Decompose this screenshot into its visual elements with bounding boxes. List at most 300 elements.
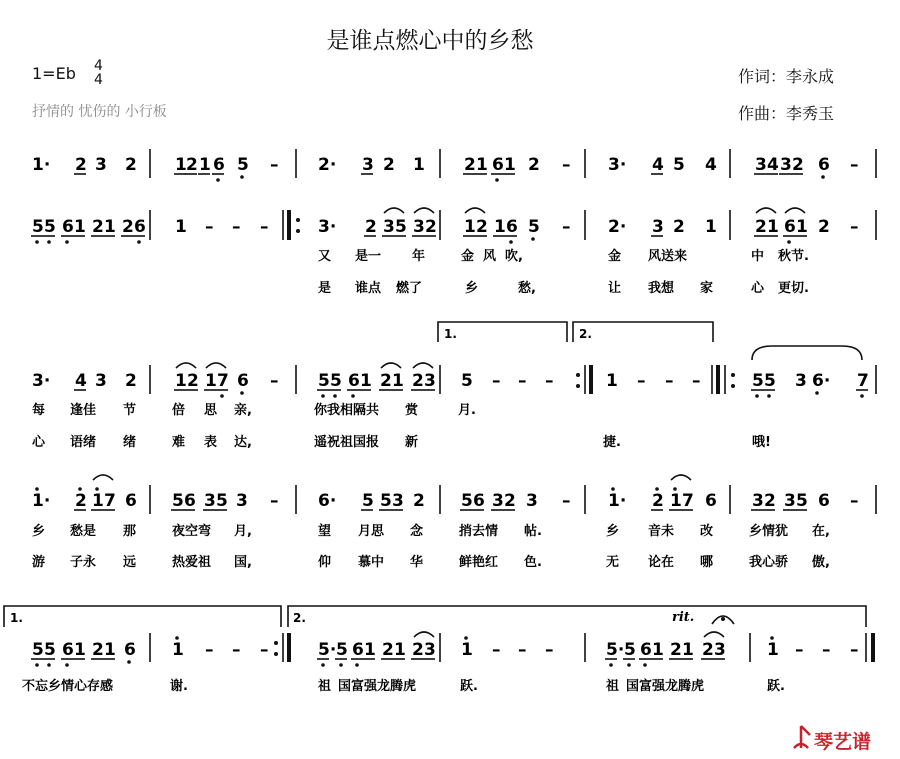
- note: 3: [652, 217, 664, 237]
- note: –: [518, 640, 527, 660]
- lyric-word: 我想: [648, 281, 675, 296]
- lyric-word: 不忘乡情心存感: [22, 679, 114, 694]
- lyric-word: 念: [410, 524, 424, 539]
- tie: [206, 363, 226, 368]
- lyric-word: 捷.: [603, 435, 621, 450]
- note: –: [562, 491, 571, 511]
- lyric-word: 语绪: [70, 435, 97, 450]
- volta-1-label: 1.: [444, 327, 457, 341]
- high-octave-dot: [95, 487, 99, 491]
- note: 6: [705, 491, 717, 511]
- lyric-word: 家: [700, 281, 714, 296]
- low-octave-dot: [351, 394, 355, 398]
- key-signature: 1=Eb: [32, 64, 76, 83]
- low-octave-dot: [627, 663, 631, 667]
- lyric-word: 仰: [318, 555, 332, 570]
- note: –: [850, 640, 859, 660]
- note: 6·: [318, 491, 337, 511]
- note: 2: [464, 155, 476, 175]
- note: 2: [792, 155, 804, 175]
- note: 2: [412, 371, 424, 391]
- high-octave-dot: [464, 636, 468, 640]
- lyric-word: 谢.: [170, 679, 188, 694]
- note: 5: [237, 155, 249, 175]
- note: 2: [818, 217, 830, 237]
- note: 5: [752, 371, 764, 391]
- note: 1: [360, 371, 372, 391]
- note: 1: [767, 217, 779, 237]
- note: 1: [705, 217, 717, 237]
- lyric-word: 思: [204, 403, 218, 418]
- lyric-word: 哪: [700, 555, 714, 570]
- low-octave-dot: [815, 391, 819, 395]
- volta-2-bracket: [573, 322, 713, 342]
- note: –: [562, 217, 571, 237]
- lyric-word: 让: [608, 281, 622, 296]
- note: 2: [365, 217, 377, 237]
- note: 1: [205, 371, 217, 391]
- low-octave-dot: [220, 394, 224, 398]
- time-signature-bottom: 4: [94, 72, 103, 88]
- note: 6: [492, 155, 504, 175]
- lyric-word: 乡: [465, 281, 479, 296]
- note: –: [692, 371, 701, 391]
- note: 1: [74, 640, 86, 660]
- note: 6·: [812, 371, 831, 391]
- low-octave-dot: [755, 394, 759, 398]
- repeat-dot: [274, 641, 278, 645]
- lyric-word: 赏: [405, 403, 419, 418]
- lyric-word: 难: [172, 435, 186, 450]
- lyric-word: 音未: [648, 524, 675, 539]
- note: 3: [413, 217, 425, 237]
- note: 2: [652, 491, 664, 511]
- note: 2: [75, 155, 87, 175]
- note: 6: [818, 155, 830, 175]
- high-octave-dot: [611, 487, 615, 491]
- note: –: [562, 155, 571, 175]
- note: 1: [670, 491, 682, 511]
- note: 5: [528, 217, 540, 237]
- note: 3: [752, 491, 764, 511]
- note: 3: [755, 155, 767, 175]
- lyric-word: 游: [32, 555, 46, 570]
- note: 3·: [318, 217, 337, 237]
- volta-1-label: 1.: [10, 611, 23, 625]
- note: –: [665, 371, 674, 391]
- note: 1: [796, 217, 808, 237]
- note: 5: [32, 640, 44, 660]
- music-note-icon: [794, 726, 810, 748]
- ritardando-mark: rit.: [672, 610, 695, 625]
- note: 6: [784, 217, 796, 237]
- low-octave-dot: [47, 663, 51, 667]
- lyric-word: 无: [606, 555, 620, 570]
- note: 1: [92, 491, 104, 511]
- note: –: [270, 371, 279, 391]
- note: 2: [755, 217, 767, 237]
- lyric-word: 是: [318, 281, 332, 296]
- tie: [414, 208, 434, 213]
- note: 3: [424, 371, 436, 391]
- low-octave-dot: [787, 240, 791, 244]
- note: –: [822, 640, 831, 660]
- lyric-word: 乡情犹: [749, 524, 789, 539]
- note: 3: [780, 155, 792, 175]
- lyric-word: 乡: [32, 524, 46, 539]
- low-octave-dot: [240, 175, 244, 179]
- lyricist-credit: 作词：李永成: [738, 67, 835, 86]
- note: 1: [104, 640, 116, 660]
- note: 2: [412, 640, 424, 660]
- high-octave-dot: [175, 636, 179, 640]
- note: 5: [362, 491, 374, 511]
- composer-credit: 作曲：李秀玉: [738, 104, 835, 123]
- tie: [414, 632, 434, 637]
- low-octave-dot: [127, 660, 131, 664]
- lyric-word: 华: [410, 555, 424, 570]
- lyric-word: 论在: [648, 555, 675, 570]
- lyric-word: 又: [318, 249, 332, 264]
- lyric-word: 愁,: [518, 281, 536, 296]
- volta-1-bracket: [4, 606, 281, 627]
- repeat-dot: [296, 218, 300, 222]
- note: 3: [784, 491, 796, 511]
- repeat-dot: [274, 652, 278, 656]
- tie: [465, 208, 485, 213]
- note: 3: [383, 217, 395, 237]
- lyric-word: 那: [123, 524, 137, 539]
- note: 2: [380, 371, 392, 391]
- note: –: [205, 640, 214, 660]
- note: 5: [172, 491, 184, 511]
- note: 6: [184, 491, 196, 511]
- low-octave-dot: [240, 391, 244, 395]
- repeat-dot: [576, 384, 580, 388]
- note: –: [637, 371, 646, 391]
- lyric-word: 傲,: [812, 555, 830, 570]
- note: 5: [461, 371, 473, 391]
- lyric-word: 年: [412, 249, 426, 264]
- note: 6: [640, 640, 652, 660]
- lyric-word: 吹,: [505, 249, 523, 264]
- low-octave-dot: [495, 178, 499, 182]
- tie: [704, 632, 724, 637]
- low-octave-dot: [355, 663, 359, 667]
- lyric-word: 谁点: [355, 281, 382, 296]
- lyric-word: 国,: [234, 555, 252, 570]
- note: –: [518, 371, 527, 391]
- note: –: [232, 217, 241, 237]
- note: 2: [92, 217, 104, 237]
- note: –: [850, 155, 859, 175]
- note: 6: [348, 371, 360, 391]
- note: 1: [767, 640, 779, 660]
- lyric-word: 更切.: [778, 281, 809, 296]
- note: 3: [362, 155, 374, 175]
- note: 5·: [606, 640, 625, 660]
- note: 6: [473, 491, 485, 511]
- lyric-word: 夜空弯: [172, 524, 212, 539]
- note: –: [260, 217, 269, 237]
- note: 7: [104, 491, 116, 511]
- note: 2: [187, 371, 199, 391]
- watermark-text: 琴艺谱: [814, 731, 872, 753]
- note: 6: [213, 155, 225, 175]
- note: 5: [44, 640, 56, 660]
- low-octave-dot: [339, 663, 343, 667]
- lyric-word: 每: [32, 403, 46, 418]
- high-octave-dot: [770, 636, 774, 640]
- note: 5: [44, 217, 56, 237]
- low-octave-dot: [216, 178, 220, 182]
- lyric-word: 你我相隔共: [314, 403, 380, 418]
- repeat-dot: [731, 373, 735, 377]
- time-signature-top: 4: [94, 58, 103, 74]
- note: 5: [216, 491, 228, 511]
- note: 2: [125, 371, 137, 391]
- note: 6: [352, 640, 364, 660]
- low-octave-dot: [65, 663, 69, 667]
- lyric-word: 远: [123, 555, 137, 570]
- high-octave-dot: [35, 487, 39, 491]
- note: 5: [318, 371, 330, 391]
- note: 3: [795, 371, 807, 391]
- note: –: [850, 217, 859, 237]
- lyric-word: 新: [405, 435, 419, 450]
- lyric-word: 在,: [812, 524, 830, 539]
- lyric-word: 热爱祖: [172, 555, 212, 570]
- note: 1: [392, 371, 404, 391]
- lyric-word: 达,: [234, 435, 252, 450]
- lyric-word: 是一: [355, 249, 382, 264]
- volta-1-bracket: [438, 322, 567, 342]
- note: 6: [506, 217, 518, 237]
- tie: [413, 363, 433, 368]
- note: 2: [764, 491, 776, 511]
- low-octave-dot: [35, 240, 39, 244]
- note: –: [260, 640, 269, 660]
- tempo-marking: 抒情的 忧伤的 小行板: [32, 104, 167, 120]
- note: 2: [673, 217, 685, 237]
- tie: [671, 475, 691, 480]
- note: 3: [204, 491, 216, 511]
- note: –: [492, 640, 501, 660]
- lyric-word: 跃.: [460, 679, 478, 694]
- lyric-word: 我心骄: [749, 555, 789, 570]
- note: 2·: [318, 155, 337, 175]
- note: 5: [380, 491, 392, 511]
- high-octave-dot: [78, 487, 82, 491]
- low-octave-dot: [35, 663, 39, 667]
- note: 2: [122, 217, 134, 237]
- lyric-word: 风送来: [648, 249, 688, 264]
- low-octave-dot: [137, 240, 141, 244]
- note: 2: [476, 217, 488, 237]
- note: 1: [199, 155, 211, 175]
- slur-long: [752, 346, 862, 360]
- note: –: [545, 640, 554, 660]
- lyric-word: 哦!: [752, 435, 771, 450]
- tie: [384, 208, 404, 213]
- high-octave-dot: [673, 487, 677, 491]
- lyric-word: 心: [751, 281, 765, 296]
- lyric-word: 国富强龙腾虎: [338, 679, 417, 694]
- lyric-word: 金: [608, 249, 622, 264]
- lyric-word: 秋节.: [778, 249, 809, 264]
- note: 3: [714, 640, 726, 660]
- note: 1·: [32, 491, 51, 511]
- volta-2-label: 2.: [579, 327, 592, 341]
- note: 5: [330, 371, 342, 391]
- note: 2: [382, 640, 394, 660]
- note: –: [545, 371, 554, 391]
- lyric-word: 表: [204, 435, 218, 450]
- note: 1: [413, 155, 425, 175]
- lyric-word: 捎去情: [459, 524, 499, 539]
- note: 3: [526, 491, 538, 511]
- note: 1: [504, 155, 516, 175]
- note: 6: [818, 491, 830, 511]
- note: 3·: [608, 155, 627, 175]
- note: 5: [764, 371, 776, 391]
- low-octave-dot: [821, 175, 825, 179]
- note: 2: [186, 155, 198, 175]
- low-octave-dot: [321, 663, 325, 667]
- lyric-word: 子永: [70, 555, 97, 570]
- note: 2: [413, 491, 425, 511]
- note: –: [270, 491, 279, 511]
- note: 1: [175, 155, 187, 175]
- note: 1: [682, 640, 694, 660]
- note: 1: [652, 640, 664, 660]
- low-octave-dot: [767, 394, 771, 398]
- lyric-word: 国富强龙腾虎: [626, 679, 705, 694]
- note: 4: [767, 155, 779, 175]
- lyric-word: 金: [461, 249, 475, 264]
- note: 1: [394, 640, 406, 660]
- note: 1·: [32, 155, 51, 175]
- note: 3: [392, 491, 404, 511]
- note: 7: [857, 371, 869, 391]
- note: 1: [461, 640, 473, 660]
- note: 5: [461, 491, 473, 511]
- note: 3: [492, 491, 504, 511]
- tie: [93, 475, 113, 480]
- note: –: [270, 155, 279, 175]
- note: 1: [476, 155, 488, 175]
- notes-layer: [22, 155, 869, 694]
- lyric-word: 倍: [172, 403, 186, 418]
- lyric-word: 慕中: [358, 555, 385, 570]
- note: 1: [494, 217, 506, 237]
- lyric-word: 鲜艳红: [459, 555, 499, 570]
- lyric-word: 祖: [606, 679, 620, 694]
- note: 5: [32, 217, 44, 237]
- note: 1: [175, 371, 187, 391]
- note: 2: [383, 155, 395, 175]
- lyric-word: 帖.: [524, 524, 542, 539]
- lyric-word: 亲,: [234, 403, 252, 418]
- note: 5: [624, 640, 636, 660]
- note: 2: [425, 217, 437, 237]
- note: 5·: [318, 640, 337, 660]
- note: 1: [606, 371, 618, 391]
- low-octave-dot: [509, 240, 513, 244]
- watermark-logo: [794, 726, 871, 753]
- low-octave-dot: [643, 663, 647, 667]
- note: 7: [217, 371, 229, 391]
- lyric-word: 色.: [524, 555, 542, 570]
- note: 6: [237, 371, 249, 391]
- note: 4: [652, 155, 664, 175]
- lyric-word: 节: [123, 403, 137, 418]
- tie: [176, 363, 196, 368]
- low-octave-dot: [65, 240, 69, 244]
- note: 4: [75, 371, 87, 391]
- note: 2·: [608, 217, 627, 237]
- high-octave-dot: [655, 487, 659, 491]
- lyric-word: 月思: [358, 524, 385, 539]
- lyric-word: 跃.: [767, 679, 785, 694]
- note: 1: [175, 217, 187, 237]
- note: 6: [62, 640, 74, 660]
- note: 1: [104, 217, 116, 237]
- note: 5: [395, 217, 407, 237]
- note: 2: [670, 640, 682, 660]
- fermata-dot: [721, 617, 725, 621]
- note: 5: [796, 491, 808, 511]
- note: 6: [62, 217, 74, 237]
- note: –: [850, 491, 859, 511]
- low-octave-dot: [860, 394, 864, 398]
- lyric-word: 逢佳: [70, 403, 97, 418]
- note: –: [205, 217, 214, 237]
- lyric-word: 望: [318, 524, 332, 539]
- page-title: 是谁点燃心中的乡愁: [326, 28, 534, 54]
- repeat-dot: [731, 384, 735, 388]
- note: 6: [124, 640, 136, 660]
- note: 6: [125, 491, 137, 511]
- note: 3·: [32, 371, 51, 391]
- note: 5: [673, 155, 685, 175]
- repeat-dot: [576, 373, 580, 377]
- note: 2: [528, 155, 540, 175]
- lyric-word: 绪: [123, 435, 137, 450]
- note: 6: [134, 217, 146, 237]
- note: 3: [424, 640, 436, 660]
- low-octave-dot: [47, 240, 51, 244]
- lyric-word: 遥祝祖国报: [314, 435, 380, 450]
- lyric-word: 月,: [234, 524, 252, 539]
- lyric-word: 祖: [318, 679, 332, 694]
- lyric-word: 改: [700, 524, 714, 539]
- note: 2: [702, 640, 714, 660]
- lyric-word: 月.: [458, 403, 476, 418]
- repeat-dot: [296, 229, 300, 233]
- low-octave-dot: [531, 237, 535, 241]
- lyric-word: 燃了: [396, 281, 423, 296]
- lyric-word: 中: [751, 249, 765, 264]
- note: –: [795, 640, 804, 660]
- lyric-word: 心: [32, 435, 46, 450]
- note: 2: [504, 491, 516, 511]
- low-octave-dot: [609, 663, 613, 667]
- lyric-word: 乡: [606, 524, 620, 539]
- low-octave-dot: [333, 394, 337, 398]
- note: 1: [464, 217, 476, 237]
- note: 3: [95, 371, 107, 391]
